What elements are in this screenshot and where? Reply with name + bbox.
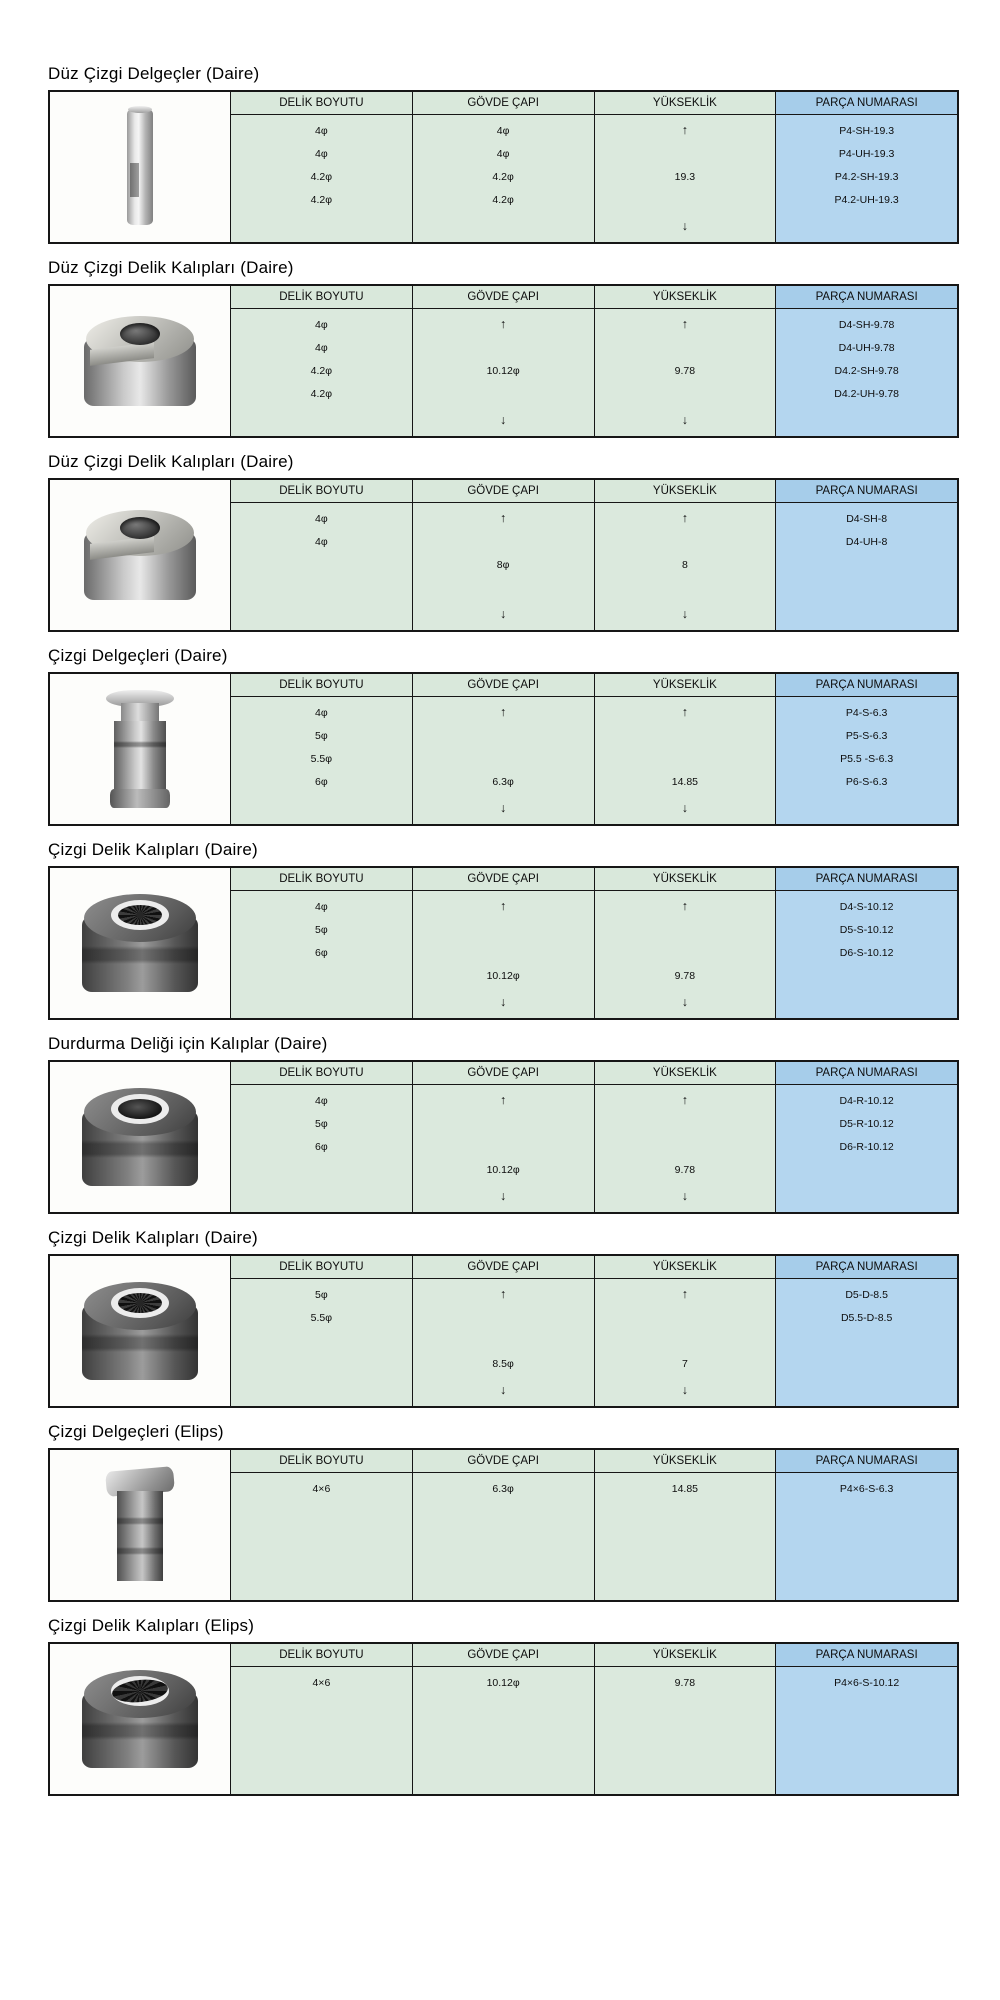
column-body xyxy=(595,309,776,436)
cell-value: 5φ xyxy=(315,730,328,742)
column-body xyxy=(776,309,957,436)
cell-value xyxy=(595,337,776,360)
cell-value: 4.2φ xyxy=(310,388,333,400)
cell-value: 4φ xyxy=(315,319,328,331)
column-body xyxy=(231,697,412,824)
column-body xyxy=(595,1473,776,1600)
cell-value: 4×6 xyxy=(312,1483,331,1495)
column-body xyxy=(413,891,594,1018)
spec-column xyxy=(595,1644,777,1794)
cell-value: 4φ xyxy=(315,1095,328,1107)
cell-value: D4-SH-9.78 xyxy=(838,319,895,331)
dimension-arrow-up-icon: ↑ xyxy=(681,1287,688,1301)
dimension-arrow-up-icon: ↑ xyxy=(500,705,507,719)
part-section xyxy=(48,840,959,1020)
cell-value: 14.85 xyxy=(671,1483,699,1495)
cell-value xyxy=(595,1330,776,1353)
dimension-arrow-down-icon: ↓ xyxy=(500,1189,507,1203)
dimension-arrow-up-icon: ↑ xyxy=(681,899,688,913)
spec-table xyxy=(48,1060,959,1214)
cell-value xyxy=(413,1330,594,1353)
dimension-arrow-up-icon: ↑ xyxy=(681,317,688,331)
spec-column xyxy=(595,1062,777,1212)
column-header: YÜKSEKLİK xyxy=(595,1256,776,1279)
cell-value: P4-SH-19.3 xyxy=(839,125,895,137)
column-body xyxy=(231,309,412,436)
spec-column xyxy=(595,1450,777,1600)
section-title: Durdurma Deliği için Kalıplar (Daire) xyxy=(48,1034,328,1053)
straight-die-photo xyxy=(84,510,196,600)
cell-value: D6-R-10.12 xyxy=(839,1141,894,1153)
column-header: DELİK BOYUTU xyxy=(231,1256,412,1279)
part-photo-box xyxy=(50,1256,231,1406)
dimension-arrow-down-icon: ↓ xyxy=(681,413,688,427)
column-header: YÜKSEKLİK xyxy=(595,1450,776,1473)
cell-value xyxy=(595,919,776,942)
cell-value xyxy=(413,919,594,942)
column-header: PARÇA NUMARASI xyxy=(776,286,957,309)
cell-value: P4×6-S-10.12 xyxy=(834,1677,900,1689)
part-section xyxy=(48,1228,959,1408)
column-body xyxy=(595,115,776,242)
dimension-arrow-down-icon: ↓ xyxy=(500,801,507,815)
spec-column xyxy=(595,92,777,242)
spec-column xyxy=(231,674,413,824)
straight-punch-pin-photo xyxy=(127,109,153,225)
dimension-arrow-down-icon: ↓ xyxy=(500,1383,507,1397)
cell-value xyxy=(413,531,594,554)
dimension-arrow-up-icon: ↑ xyxy=(500,317,507,331)
column-header: PARÇA NUMARASI xyxy=(776,1062,957,1085)
spec-column xyxy=(231,1256,413,1406)
cell-value: P4.2-SH-19.3 xyxy=(834,171,899,183)
column-body xyxy=(776,1667,957,1794)
cell-value: 6.3φ xyxy=(492,1483,514,1495)
cell-value xyxy=(413,337,594,360)
cell-value: 8 xyxy=(681,559,688,571)
spec-column xyxy=(595,1256,777,1406)
dimension-arrow-down-icon: ↓ xyxy=(681,995,688,1009)
cell-value xyxy=(413,1113,594,1136)
column-body xyxy=(595,1085,776,1212)
column-header: GÖVDE ÇAPI xyxy=(413,868,594,891)
column-body xyxy=(231,1085,412,1212)
cell-value: P5-S-6.3 xyxy=(845,730,888,742)
spec-table xyxy=(48,478,959,632)
cell-value xyxy=(413,1307,594,1330)
cell-value: 5φ xyxy=(315,1118,328,1130)
cell-value xyxy=(595,143,776,166)
spec-column xyxy=(776,674,957,824)
cell-value xyxy=(595,383,776,406)
cell-value: 9.78 xyxy=(674,365,696,377)
spec-column xyxy=(231,868,413,1018)
ellipse-punch-photo xyxy=(115,1469,165,1581)
cell-value: 6.3φ xyxy=(492,776,514,788)
column-header: DELİK BOYUTU xyxy=(231,1450,412,1473)
cell-value: 5φ xyxy=(315,1289,328,1301)
cell-value: P5.5 -S-6.3 xyxy=(840,753,894,765)
cell-value: 9.78 xyxy=(674,1677,696,1689)
part-photo-box xyxy=(50,92,231,242)
spec-column xyxy=(231,1644,413,1794)
column-body xyxy=(413,1085,594,1212)
spec-column xyxy=(231,92,413,242)
cell-value: D6-S-10.12 xyxy=(839,947,894,959)
spec-column xyxy=(776,1256,957,1406)
part-section xyxy=(48,452,959,632)
cell-value: D4-UH-9.78 xyxy=(838,342,895,354)
cell-value: 4φ xyxy=(315,148,328,160)
column-body xyxy=(776,1279,957,1406)
spec-table xyxy=(48,1642,959,1796)
column-body xyxy=(595,1667,776,1794)
dimension-arrow-up-icon: ↑ xyxy=(500,1093,507,1107)
cell-value: P4.2-UH-19.3 xyxy=(834,194,899,206)
column-body xyxy=(231,891,412,1018)
cell-value: P6-S-6.3 xyxy=(845,776,888,788)
column-header: YÜKSEKLİK xyxy=(595,480,776,503)
cell-value: P4×6-S-6.3 xyxy=(839,1483,894,1495)
cell-value: D4-SH-8 xyxy=(846,513,888,525)
column-header: DELİK BOYUTU xyxy=(231,674,412,697)
dimension-arrow-up-icon: ↑ xyxy=(681,123,688,137)
cell-value: 6φ xyxy=(315,776,328,788)
cell-value: 8φ xyxy=(496,559,510,571)
dimension-arrow-up-icon: ↑ xyxy=(500,1287,507,1301)
part-section xyxy=(48,646,959,826)
spec-column xyxy=(413,868,595,1018)
section-title: Düz Çizgi Delik Kalıpları (Daire) xyxy=(48,258,294,277)
column-header: YÜKSEKLİK xyxy=(595,1644,776,1667)
spec-column xyxy=(776,1062,957,1212)
column-header: PARÇA NUMARASI xyxy=(776,1256,957,1279)
column-body xyxy=(231,1667,412,1794)
column-body xyxy=(231,1279,412,1406)
part-photo-box xyxy=(50,286,231,436)
column-body xyxy=(413,309,594,436)
spec-table xyxy=(48,90,959,244)
dimension-arrow-up-icon: ↑ xyxy=(681,511,688,525)
part-photo-box xyxy=(50,480,231,630)
column-header: GÖVDE ÇAPI xyxy=(413,286,594,309)
cell-value: 9.78 xyxy=(674,1164,696,1176)
spec-column xyxy=(776,92,957,242)
column-header: PARÇA NUMARASI xyxy=(776,92,957,115)
column-body xyxy=(413,1473,594,1600)
column-body xyxy=(595,891,776,1018)
column-header: PARÇA NUMARASI xyxy=(776,674,957,697)
column-body xyxy=(413,115,594,242)
spec-column xyxy=(776,1450,957,1600)
column-header: DELİK BOYUTU xyxy=(231,1644,412,1667)
column-body xyxy=(231,115,412,242)
cell-value: 4.2φ xyxy=(492,171,514,183)
spec-table xyxy=(48,284,959,438)
cell-value: 5.5φ xyxy=(310,753,333,765)
cell-value xyxy=(413,383,594,406)
cell-value: 4φ xyxy=(315,901,328,913)
stop-hole-die-photo xyxy=(82,1088,198,1186)
spec-column xyxy=(776,480,957,630)
cell-value: 4.2φ xyxy=(310,194,333,206)
column-header: GÖVDE ÇAPI xyxy=(413,1644,594,1667)
part-section xyxy=(48,1034,959,1214)
part-photo-box xyxy=(50,1450,231,1600)
cell-value: 4φ xyxy=(496,148,510,160)
cell-value: 9.78 xyxy=(674,970,696,982)
part-section xyxy=(48,258,959,438)
part-photo-box xyxy=(50,1062,231,1212)
spec-column xyxy=(595,674,777,824)
column-header: GÖVDE ÇAPI xyxy=(413,1256,594,1279)
cell-value: D4.2-UH-9.78 xyxy=(834,388,900,400)
cell-value xyxy=(595,1136,776,1159)
section-title: Çizgi Delik Kalıpları (Daire) xyxy=(48,840,258,859)
cell-value: 14.85 xyxy=(671,776,699,788)
spec-column xyxy=(413,92,595,242)
part-photo-box xyxy=(50,1644,231,1794)
column-body xyxy=(413,1667,594,1794)
collar-punch-photo xyxy=(114,690,166,808)
column-header: YÜKSEKLİK xyxy=(595,1062,776,1085)
spec-column xyxy=(413,1644,595,1794)
column-header: PARÇA NUMARASI xyxy=(776,1644,957,1667)
cell-value: 7 xyxy=(681,1358,688,1370)
cell-value: 4φ xyxy=(315,707,328,719)
column-body xyxy=(776,503,957,630)
column-header: GÖVDE ÇAPI xyxy=(413,480,594,503)
dimension-arrow-down-icon: ↓ xyxy=(500,413,507,427)
spec-column xyxy=(231,480,413,630)
column-header: GÖVDE ÇAPI xyxy=(413,92,594,115)
cell-value: D4-S-10.12 xyxy=(839,901,894,913)
dimension-arrow-up-icon: ↑ xyxy=(500,899,507,913)
cell-value: 4φ xyxy=(315,536,328,548)
cell-value xyxy=(413,942,594,965)
cell-value: 4.2φ xyxy=(310,365,333,377)
cell-value: 19.3 xyxy=(674,171,696,183)
cell-value: D5-R-10.12 xyxy=(839,1118,894,1130)
column-header: PARÇA NUMARASI xyxy=(776,1450,957,1473)
column-header: DELİK BOYUTU xyxy=(231,286,412,309)
section-title: Çizgi Delgeçleri (Elips) xyxy=(48,1422,224,1441)
column-header: GÖVDE ÇAPI xyxy=(413,1450,594,1473)
cell-value: 4φ xyxy=(496,125,510,137)
column-header: YÜKSEKLİK xyxy=(595,868,776,891)
column-body xyxy=(231,1473,412,1600)
cell-value: 6φ xyxy=(315,1141,328,1153)
spec-column xyxy=(413,286,595,436)
column-body xyxy=(595,503,776,630)
dimension-arrow-down-icon: ↓ xyxy=(681,1189,688,1203)
column-header: PARÇA NUMARASI xyxy=(776,868,957,891)
column-body xyxy=(413,1279,594,1406)
spec-column xyxy=(413,1062,595,1212)
cell-value: 10.12φ xyxy=(486,970,520,982)
spec-column xyxy=(231,286,413,436)
column-header: YÜKSEKLİK xyxy=(595,286,776,309)
section-title: Çizgi Delgeçleri (Daire) xyxy=(48,646,228,665)
section-title: Düz Çizgi Delgeçler (Daire) xyxy=(48,64,260,83)
spec-column xyxy=(413,1450,595,1600)
cell-value: D5-S-10.12 xyxy=(839,924,894,936)
part-section xyxy=(48,1422,959,1602)
cell-value xyxy=(595,748,776,771)
column-header: PARÇA NUMARASI xyxy=(776,480,957,503)
cell-value: 6φ xyxy=(315,947,328,959)
spec-column xyxy=(413,674,595,824)
cell-value: 10.12φ xyxy=(486,365,520,377)
dimension-arrow-down-icon: ↓ xyxy=(681,607,688,621)
cell-value xyxy=(413,725,594,748)
column-body xyxy=(776,697,957,824)
cell-value: P4-S-6.3 xyxy=(845,707,888,719)
dimension-arrow-down-icon: ↓ xyxy=(681,1383,688,1397)
dimension-arrow-up-icon: ↑ xyxy=(681,1093,688,1107)
cell-value: 5φ xyxy=(315,924,328,936)
column-header: GÖVDE ÇAPI xyxy=(413,1062,594,1085)
column-body xyxy=(413,503,594,630)
spec-column xyxy=(413,480,595,630)
cell-value xyxy=(413,748,594,771)
cell-value: 10.12φ xyxy=(486,1164,520,1176)
spec-column xyxy=(413,1256,595,1406)
section-title: Çizgi Delik Kalıpları (Daire) xyxy=(48,1228,258,1247)
cell-value: 8.5φ xyxy=(492,1358,514,1370)
cell-value xyxy=(595,1307,776,1330)
column-body xyxy=(776,115,957,242)
cell-value xyxy=(595,531,776,554)
column-header: DELİK BOYUTU xyxy=(231,868,412,891)
straight-die-photo xyxy=(84,316,196,406)
spec-table xyxy=(48,672,959,826)
cell-value: D4.2-SH-9.78 xyxy=(834,365,899,377)
spec-table xyxy=(48,1254,959,1408)
cell-value xyxy=(595,1113,776,1136)
column-body xyxy=(231,503,412,630)
column-body xyxy=(776,1473,957,1600)
column-header: YÜKSEKLİK xyxy=(595,92,776,115)
dimension-arrow-down-icon: ↓ xyxy=(681,801,688,815)
column-body xyxy=(413,697,594,824)
part-section xyxy=(48,1616,959,1796)
spec-column xyxy=(231,1062,413,1212)
cell-value: P4-UH-19.3 xyxy=(838,148,895,160)
column-body xyxy=(776,891,957,1018)
part-photo-box xyxy=(50,868,231,1018)
cell-value: 4φ xyxy=(315,513,328,525)
dimension-arrow-down-icon: ↓ xyxy=(500,995,507,1009)
cell-value: 4φ xyxy=(315,125,328,137)
column-body xyxy=(776,1085,957,1212)
section-title: Çizgi Delik Kalıpları (Elips) xyxy=(48,1616,255,1635)
cell-value xyxy=(595,942,776,965)
spec-table xyxy=(48,866,959,1020)
spec-column xyxy=(776,1644,957,1794)
cell-value xyxy=(595,725,776,748)
part-section xyxy=(48,64,959,244)
spline-die-photo xyxy=(82,1282,198,1380)
part-photo-box xyxy=(50,674,231,824)
spec-column xyxy=(595,286,777,436)
cell-value: 5.5φ xyxy=(310,1312,333,1324)
cell-value xyxy=(413,1136,594,1159)
column-body xyxy=(595,697,776,824)
ellipse-die-photo xyxy=(82,1670,198,1768)
cell-value: 4×6 xyxy=(312,1677,331,1689)
column-body xyxy=(595,1279,776,1406)
cell-value: 4φ xyxy=(315,342,328,354)
cell-value: D5-D-8.5 xyxy=(845,1289,888,1301)
cell-value: D5.5-D-8.5 xyxy=(840,1312,893,1324)
cell-value xyxy=(595,189,776,212)
dimension-arrow-up-icon: ↑ xyxy=(500,511,507,525)
cell-value: 4.2φ xyxy=(492,194,514,206)
dimension-arrow-down-icon: ↓ xyxy=(500,607,507,621)
spline-die-photo xyxy=(82,894,198,992)
dimension-arrow-up-icon: ↑ xyxy=(681,705,688,719)
spec-column xyxy=(231,1450,413,1600)
spec-column xyxy=(776,868,957,1018)
spec-column xyxy=(595,868,777,1018)
cell-value: D4-UH-8 xyxy=(845,536,888,548)
spec-column xyxy=(776,286,957,436)
cell-value: D4-R-10.12 xyxy=(839,1095,894,1107)
column-header: DELİK BOYUTU xyxy=(231,1062,412,1085)
spec-column xyxy=(595,480,777,630)
column-header: DELİK BOYUTU xyxy=(231,480,412,503)
spec-table xyxy=(48,1448,959,1602)
dimension-arrow-down-icon: ↓ xyxy=(681,219,688,233)
cell-value: 4.2φ xyxy=(310,171,333,183)
cell-value: 10.12φ xyxy=(486,1677,520,1689)
column-header: DELİK BOYUTU xyxy=(231,92,412,115)
column-header: GÖVDE ÇAPI xyxy=(413,674,594,697)
section-title: Düz Çizgi Delik Kalıpları (Daire) xyxy=(48,452,294,471)
column-header: YÜKSEKLİK xyxy=(595,674,776,697)
